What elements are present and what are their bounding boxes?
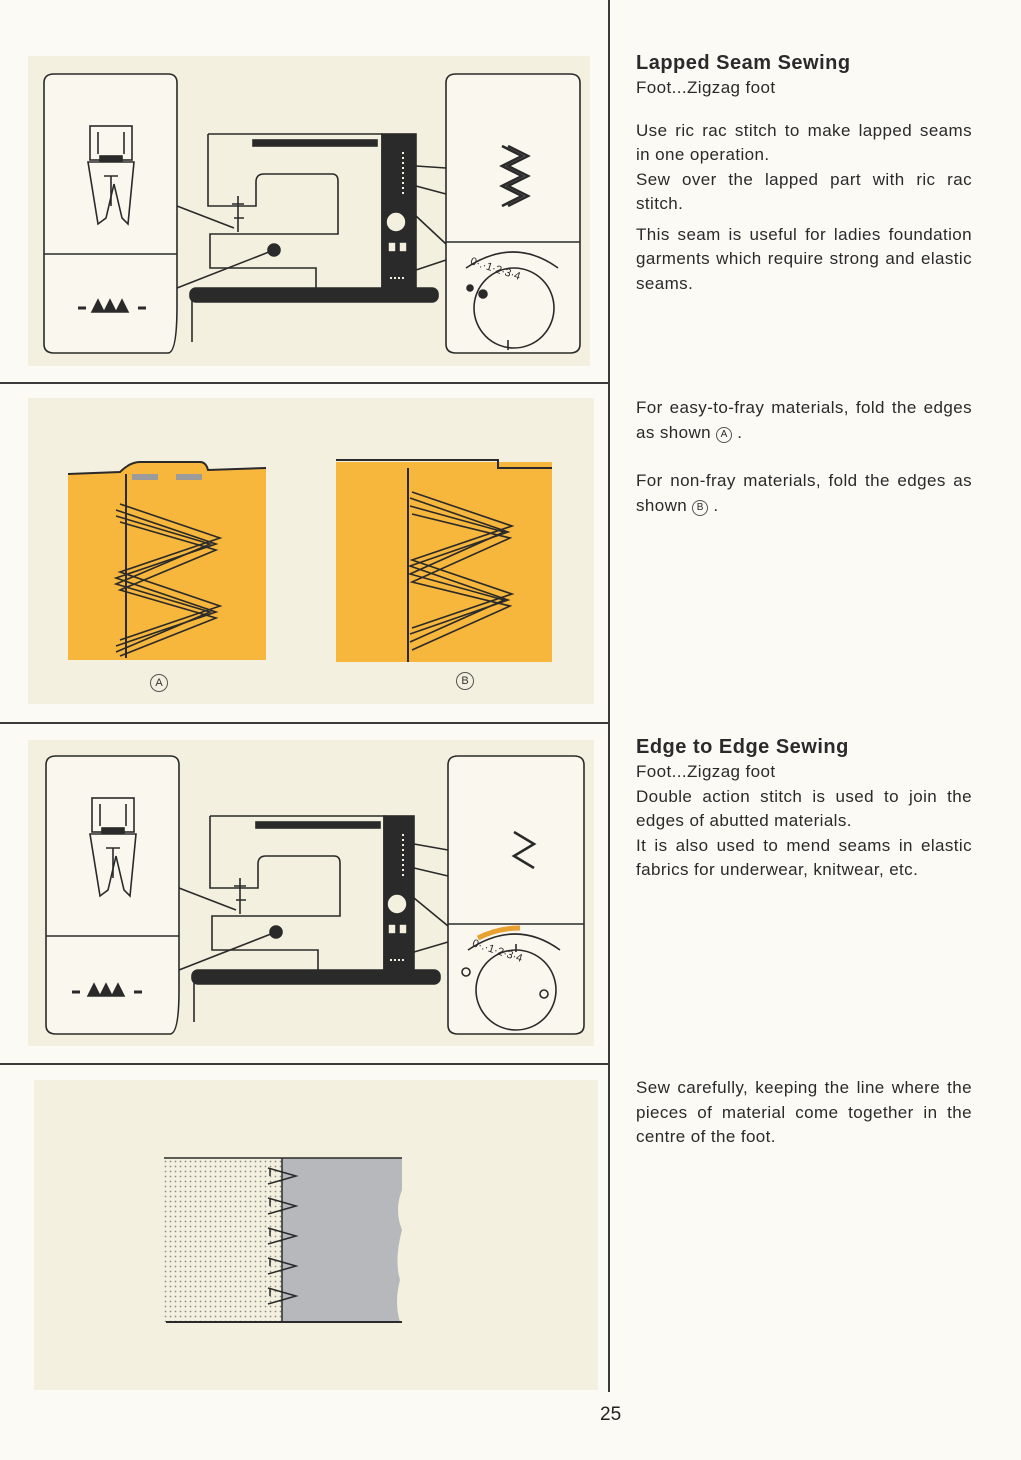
fray-section bbox=[636, 396, 972, 518]
edge-to-edge-section bbox=[636, 734, 972, 883]
sew-carefully-text: Sew carefully, keeping the line where the pieces of material come together in the centre of the foot. bbox=[636, 1078, 972, 1146]
sew-carefully-section bbox=[636, 1076, 972, 1150]
lapped-seam-p3: This seam is useful for ladies foundation garments which require strong and elastic seams. bbox=[636, 224, 972, 293]
page-number: 25 bbox=[600, 1404, 622, 1425]
edge-to-edge-foot: Foot...Zigzag foot bbox=[636, 762, 776, 781]
lapped-seam-p2: Sew over the lapped part with ric rac stitch. bbox=[636, 169, 972, 213]
dial-scale-2: 0·.·1·2·3·4 bbox=[470, 937, 524, 965]
section-divider-3 bbox=[0, 1063, 610, 1065]
edge-to-edge-p1: Double action stitch is used to join the edges of abutted materials. bbox=[636, 786, 972, 830]
lapped-seam-section bbox=[636, 50, 972, 296]
section-divider-2 bbox=[0, 722, 610, 724]
lapped-seam-title: Lapped Seam Sewing bbox=[636, 52, 851, 74]
ref-a-icon: A bbox=[716, 427, 732, 443]
figure-fold-variants bbox=[28, 398, 594, 704]
figure-edge-to-edge bbox=[34, 1080, 598, 1390]
dial-scale-1: 0·.·1·2·3·4 bbox=[468, 255, 522, 283]
column-divider bbox=[608, 0, 610, 1392]
lapped-seam-p1: Use ric rac stitch to make lapped seams in one operation. bbox=[636, 120, 972, 164]
figure-machine-ric-rac bbox=[28, 56, 590, 366]
edge-to-edge-title: Edge to Edge Sewing bbox=[636, 736, 849, 758]
fray-easy-text: For easy-to-fray materials, fold the edges as shown A . bbox=[636, 398, 972, 442]
figure-label-b: B bbox=[456, 672, 474, 690]
fray-non-text: For non-fray materials, fold the edges as shown B . bbox=[636, 471, 972, 515]
edge-to-edge-p2: It is also used to mend seams in elastic fabrics for underwear, knitwear, etc. bbox=[636, 835, 972, 879]
figure-machine-double-action bbox=[28, 740, 594, 1046]
figure-label-a: A bbox=[150, 674, 168, 692]
section-divider-1 bbox=[0, 382, 610, 384]
ref-b-icon: B bbox=[692, 500, 708, 516]
lapped-seam-foot: Foot...Zigzag foot bbox=[636, 78, 776, 97]
